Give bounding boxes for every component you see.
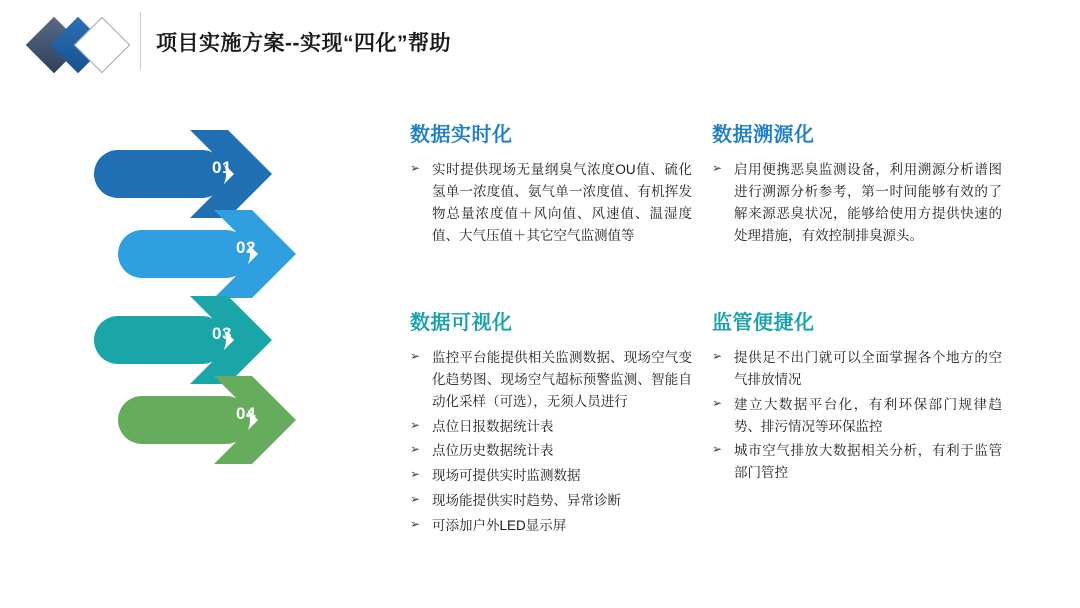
arrow-step-number: 04 bbox=[236, 404, 256, 423]
bullet-marker-icon: ➢ bbox=[410, 492, 421, 507]
bullet-marker-icon: ➢ bbox=[712, 161, 723, 175]
list-item-text: 可添加户外LED显示屏 bbox=[432, 518, 567, 534]
header-divider bbox=[140, 12, 141, 70]
arrow-step-number: 03 bbox=[212, 324, 232, 343]
list-item bbox=[712, 347, 1002, 391]
list-item bbox=[712, 394, 1002, 438]
bullet-list bbox=[410, 159, 692, 246]
process-arrow-diagram bbox=[88, 128, 388, 488]
list-item bbox=[410, 465, 692, 487]
list-item bbox=[410, 440, 692, 462]
section-supervision-convenience bbox=[712, 306, 1002, 490]
section-data-visualization bbox=[410, 306, 692, 543]
list-item bbox=[410, 490, 692, 512]
bullet-marker-icon: ➢ bbox=[410, 417, 421, 432]
list-item-text: 城市空气排放大数据相关分析，有利于监管部门管控 bbox=[734, 443, 1002, 481]
page-title: 项目实施方案--实现“四化”帮助 bbox=[156, 32, 451, 55]
list-item-text: 实时提供现场无量纲臭气浓度OU值、硫化氢单一浓度值、氨气单一浓度值、有机挥发物总量浓度值＋风向值、风速值、温湿度值、大气压值＋其它空气监测值等 bbox=[432, 162, 692, 243]
slide-header bbox=[0, 0, 1080, 88]
arrow-step-number: 02 bbox=[236, 238, 256, 257]
section-title: 数据可视化 bbox=[410, 312, 513, 334]
list-item bbox=[410, 159, 692, 246]
arrow-step-number: 01 bbox=[212, 158, 232, 177]
list-item-text: 启用便携恶臭监测设备，利用溯源分析谱图进行溯源分析参考，第一时间能够有效的了解来源恶臭状况，能够给使用方提供快速的处理措施，有效控制排臭源头。 bbox=[734, 162, 1002, 243]
list-item-text: 提供足不出门就可以全面掌握各个地方的空气排放情况 bbox=[734, 350, 1002, 387]
arrow-step-2 bbox=[118, 208, 338, 300]
bullet-marker-icon: ➢ bbox=[410, 161, 421, 175]
list-item bbox=[410, 347, 692, 413]
list-item bbox=[410, 515, 692, 537]
list-item-text: 监控平台能提供相关监测数据、现场空气变化趋势图、现场空气超标预警监测、智能自动化采样（可选），无须人员进行 bbox=[432, 350, 692, 409]
bullet-marker-icon: ➢ bbox=[410, 517, 421, 532]
bullet-list bbox=[712, 159, 1002, 246]
bullet-marker-icon: ➢ bbox=[712, 395, 723, 410]
bullet-marker-icon: ➢ bbox=[712, 349, 723, 363]
list-item-text: 点位历史数据统计表 bbox=[432, 443, 554, 459]
bullet-marker-icon: ➢ bbox=[410, 349, 421, 363]
arrow-step-1 bbox=[94, 128, 314, 220]
bullet-marker-icon: ➢ bbox=[410, 467, 421, 482]
list-item-text: 现场能提供实时趋势、异常诊断 bbox=[432, 493, 621, 509]
section-title: 数据溯源化 bbox=[712, 124, 815, 146]
arrow-step-3 bbox=[94, 294, 314, 386]
list-item bbox=[712, 440, 1002, 484]
list-item-text: 点位日报数据统计表 bbox=[432, 418, 554, 434]
list-item bbox=[712, 159, 1002, 246]
bullet-list bbox=[712, 347, 1002, 484]
section-title: 监管便捷化 bbox=[712, 312, 815, 334]
list-item bbox=[410, 416, 692, 438]
list-item-text: 现场可提供实时监测数据 bbox=[432, 468, 581, 484]
section-title: 数据实时化 bbox=[410, 124, 513, 146]
section-data-traceability bbox=[712, 118, 1002, 252]
bullet-marker-icon: ➢ bbox=[410, 442, 421, 457]
bullet-list bbox=[410, 347, 692, 537]
diamond-logo-icon bbox=[32, 16, 137, 74]
bullet-marker-icon: ➢ bbox=[712, 442, 723, 457]
list-item-text: 建立大数据平台化，有利环保部门规律趋势、排污情况等环保监控 bbox=[734, 396, 1002, 434]
section-data-realtime bbox=[410, 118, 692, 252]
arrow-step-4 bbox=[118, 374, 338, 466]
